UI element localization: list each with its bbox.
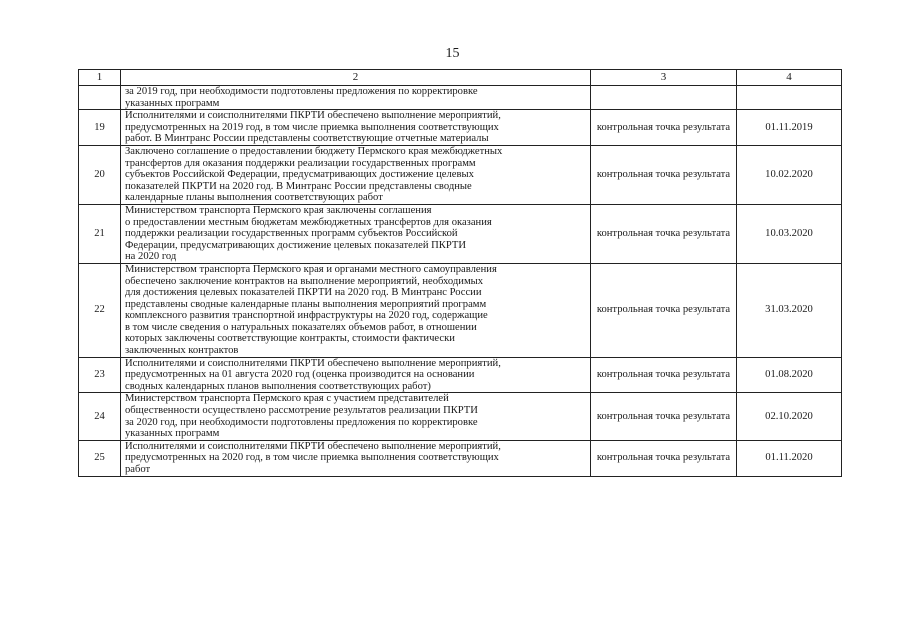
description-line: трансфертов для оказания поддержки реализации государственных программ (125, 157, 476, 169)
description-line: обеспечено заключение контрактов на выполнение мероприятий, необходимых (125, 275, 484, 287)
row-type: контрольная точка результата (591, 263, 737, 357)
row-date: 02.10.2020 (737, 393, 842, 440)
table-row (79, 86, 842, 110)
row-number: 20 (79, 145, 121, 204)
description-line: Исполнителями и соисполнителями ПКРТИ обеспечено выполнение мероприятий, (125, 357, 501, 369)
row-description (121, 357, 591, 393)
row-type: контрольная точка результата (591, 393, 737, 440)
row-number: 24 (79, 393, 121, 440)
description-line: показателей ПКРТИ на 2020 год. В Минтранс России представлены сводные (125, 180, 472, 192)
description-line: Министерством транспорта Пермского края и органами местного самоуправления (125, 263, 497, 275)
table-body (79, 86, 842, 477)
description-line: субъектов Российской Федерации, предусматривающих достижение целевых (125, 169, 474, 181)
row-number (79, 86, 121, 110)
table-row (79, 393, 842, 440)
row-type: контрольная точка результата (591, 440, 737, 476)
row-description (121, 263, 591, 357)
row-type: контрольная точка результата (591, 357, 737, 393)
row-type (591, 86, 737, 110)
description-line: для достижения целевых показателей ПКРТИ на 2020 год. В Минтранс России (125, 287, 482, 299)
row-number: 25 (79, 440, 121, 476)
header-col-3: 3 (591, 70, 737, 86)
table-row (79, 204, 842, 263)
row-date: 10.03.2020 (737, 204, 842, 263)
row-description (121, 440, 591, 476)
description-line: сводных календарных планов выполнения соответствующих работ) (125, 380, 431, 392)
row-date: 01.11.2019 (737, 110, 842, 146)
row-number: 22 (79, 263, 121, 357)
row-date: 01.08.2020 (737, 357, 842, 393)
description-line: на 2020 год (125, 251, 177, 263)
header-col-4: 4 (737, 70, 842, 86)
table-row (79, 440, 842, 476)
table-row (79, 145, 842, 204)
row-date (737, 86, 842, 110)
row-date: 31.03.2020 (737, 263, 842, 357)
row-type: контрольная точка результата (591, 145, 737, 204)
table-row (79, 263, 842, 357)
header-col-1: 1 (79, 70, 121, 86)
description-line: Заключено соглашение о предоставлении бюджету Пермского края межбюджетных (125, 145, 503, 157)
description-line: Федерации, предусматривающих достижение целевых показателей ПКРТИ (125, 239, 466, 251)
row-description (121, 110, 591, 146)
description-line: в том числе сведения о натуральных показателях объемов работ, в отношении (125, 321, 477, 333)
row-date: 10.02.2020 (737, 145, 842, 204)
description-line: работ. В Минтранс России представлены соответствующие отчетные материалы (125, 133, 489, 145)
description-line: за 2020 год, при необходимости подготовлены предложения по корректировке (125, 416, 478, 428)
description-line: комплексного развития транспортной инфраструктуры на 2020 год, содержащие (125, 310, 488, 322)
description-line: Исполнителями и соисполнителями ПКРТИ обеспечено выполнение мероприятий, (125, 440, 501, 452)
description-line: Министерством транспорта Пермского края заключены соглашения (125, 204, 432, 216)
table-row (79, 357, 842, 393)
description-line: поддержки реализации государственных программ субъектов Российской (125, 228, 458, 240)
description-line: указанных программ (125, 97, 220, 109)
table-row (79, 110, 842, 146)
row-description (121, 204, 591, 263)
row-date: 01.11.2020 (737, 440, 842, 476)
page-number: 15 (445, 46, 460, 61)
description-line: календарные планы выполнения соответствующих работ (125, 192, 383, 204)
description-line: указанных программ (125, 428, 220, 440)
description-line: представлены сводные календарные планы выполнения мероприятий программ (125, 298, 487, 310)
row-description (121, 393, 591, 440)
row-number: 23 (79, 357, 121, 393)
description-line: предусмотренных на 2019 год, в том числе приемка выполнения соответствующих (125, 121, 499, 133)
description-line: заключенных контрактов (125, 345, 239, 357)
description-line: Исполнителями и соисполнителями ПКРТИ обеспечено выполнение мероприятий, (125, 110, 501, 122)
description-line: предусмотренных на 2020 год, в том числе приемка выполнения соответствующих (125, 452, 499, 464)
row-type: контрольная точка результата (591, 204, 737, 263)
row-number: 19 (79, 110, 121, 146)
description-line: о предоставлении местным бюджетам межбюджетных трансфертов для оказания (125, 216, 492, 228)
control-points-table (78, 69, 842, 477)
description-line: которых заключены соответствующие контракты, стоимости фактически (125, 333, 455, 345)
description-line: за 2019 год, при необходимости подготовлены предложения по корректировке (125, 86, 478, 97)
row-description (121, 145, 591, 204)
description-line: общественности осуществлено рассмотрение результатов реализации ПКРТИ (125, 405, 478, 417)
row-description (121, 86, 591, 110)
table-header-row (79, 70, 842, 86)
row-number: 21 (79, 204, 121, 263)
description-line: работ (125, 464, 151, 475)
header-col-2: 2 (121, 70, 591, 86)
row-type: контрольная точка результата (591, 110, 737, 146)
description-line: Министерством транспорта Пермского края с участием представителей (125, 393, 449, 405)
description-line: предусмотренных на 01 августа 2020 год (оценка производится на основании (125, 369, 475, 381)
